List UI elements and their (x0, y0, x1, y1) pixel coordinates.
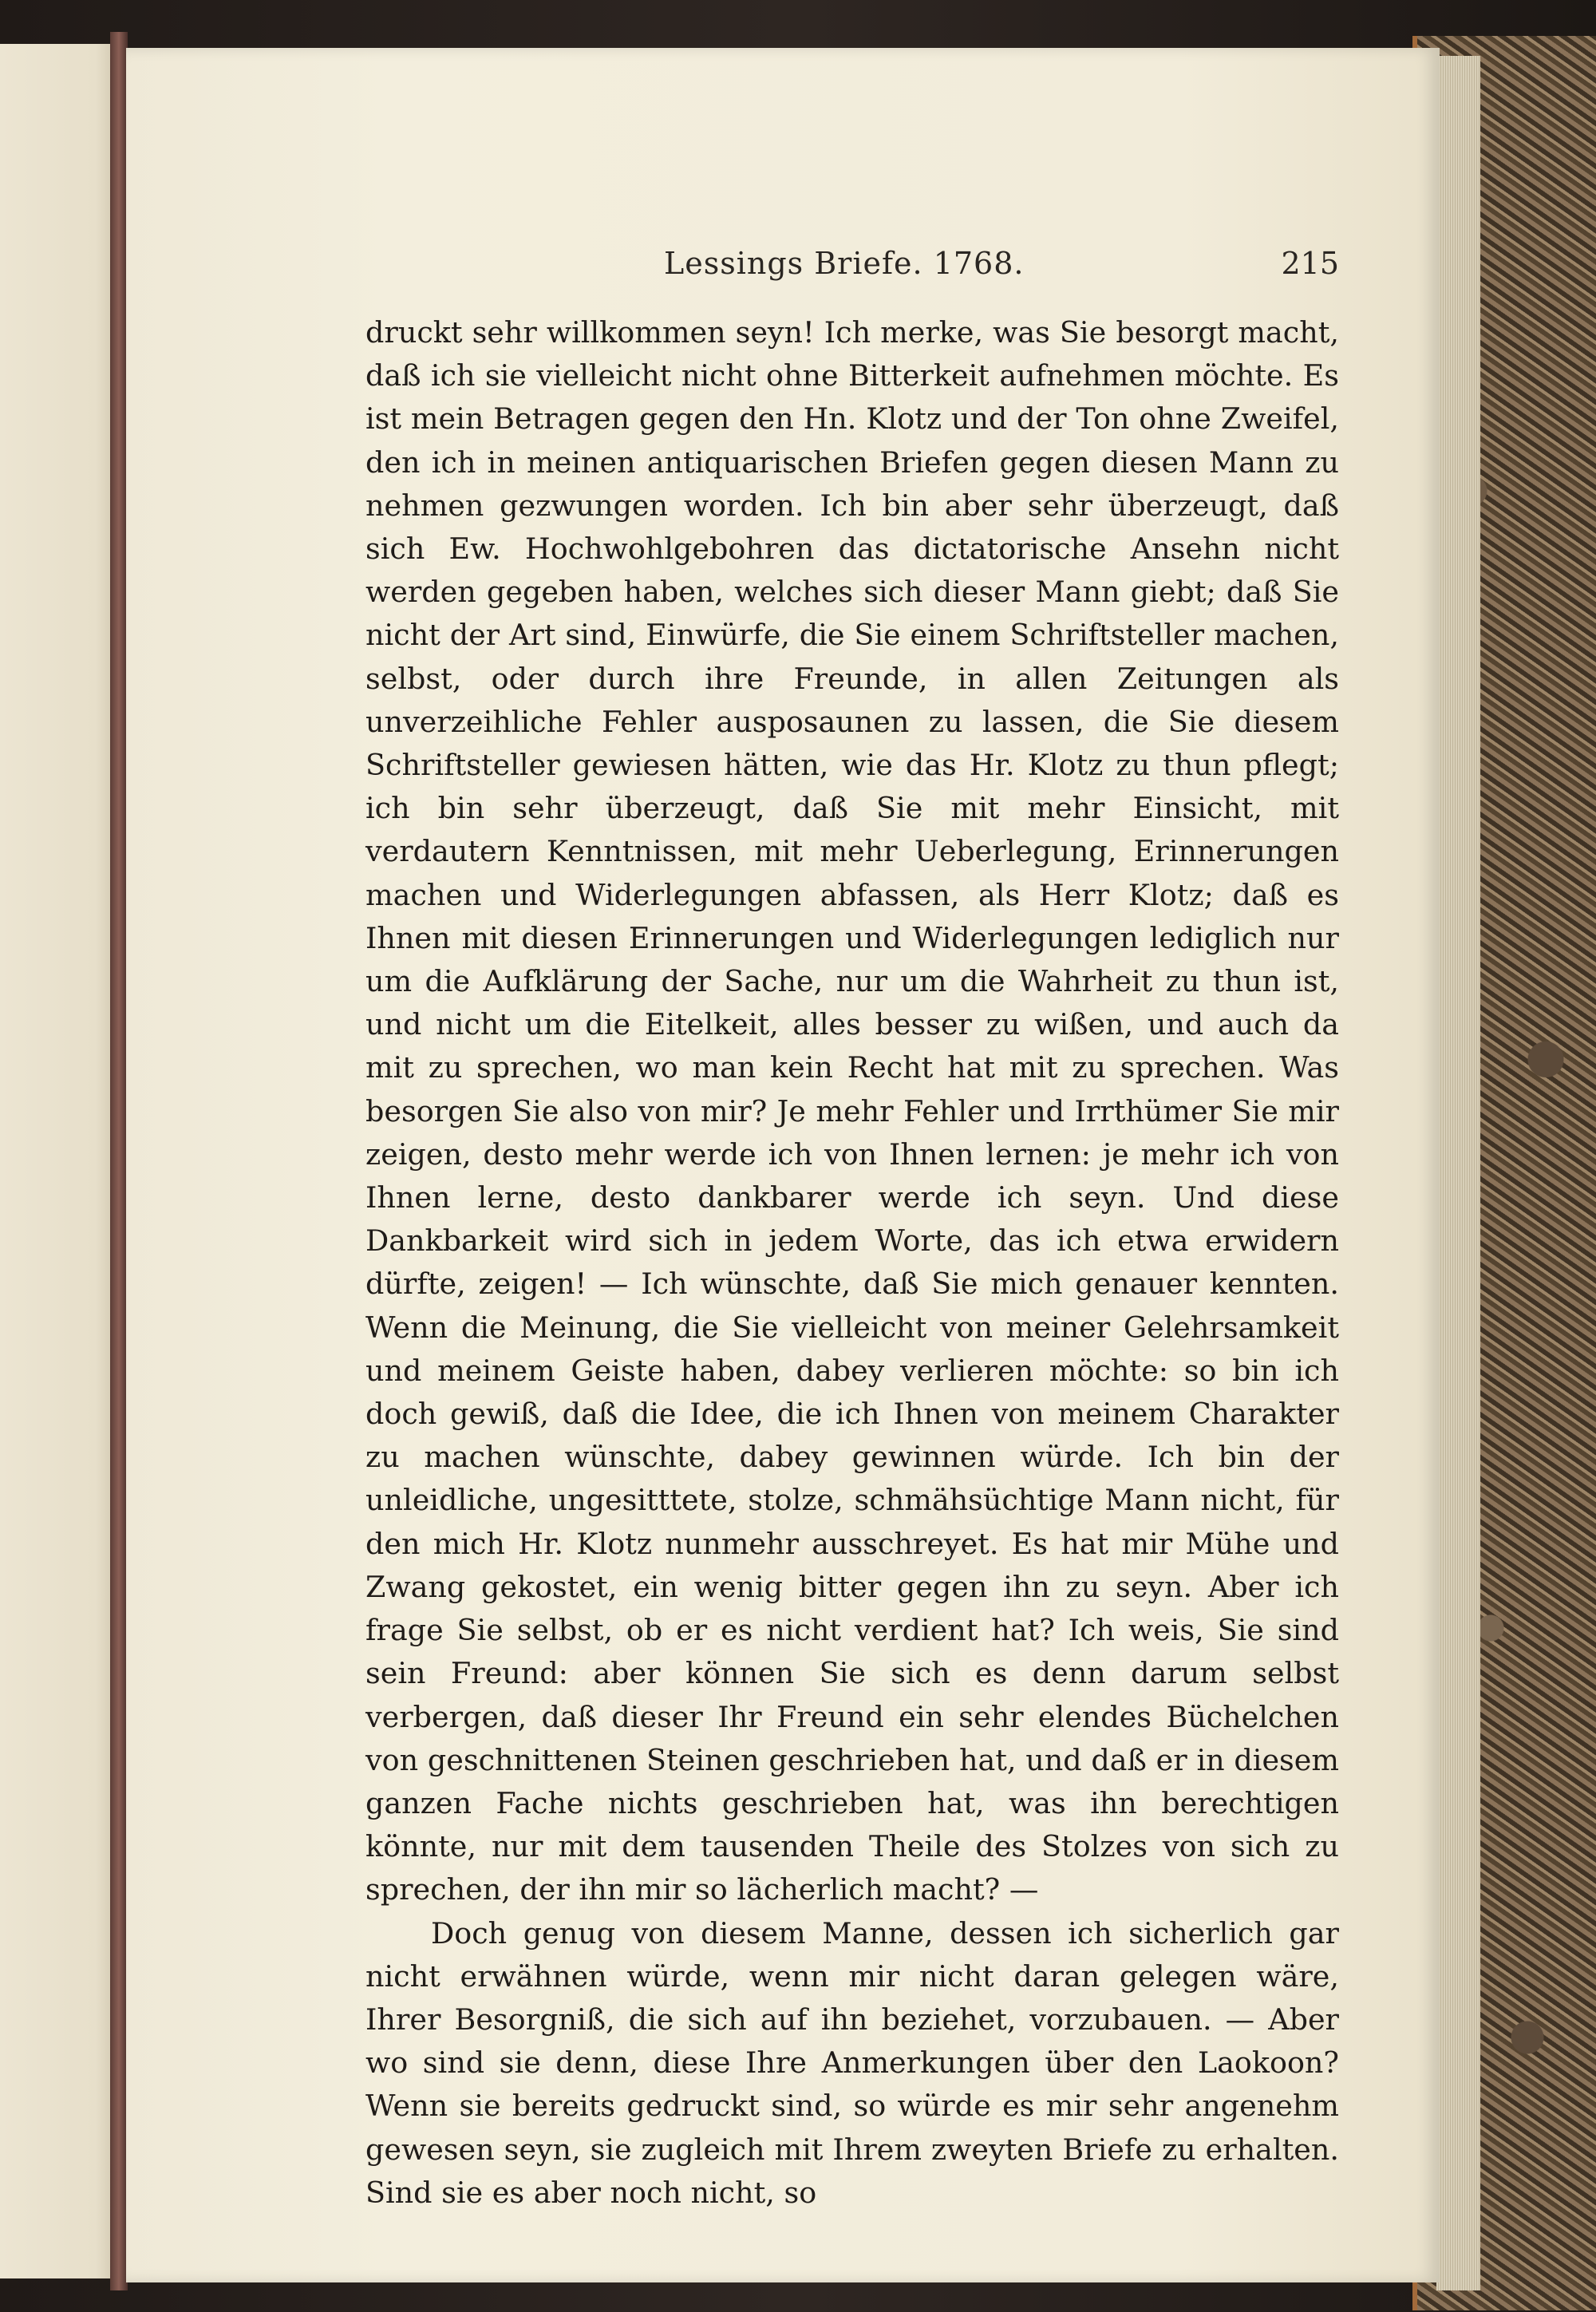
body-text (365, 311, 1339, 2215)
page-header (365, 246, 1339, 294)
book-page (126, 48, 1440, 2282)
paragraph: druckt sehr willkommen seyn! Ich merke, was Sie besorgt macht, daß ich sie vielleicht nicht ohne Bitterkeit aufnehmen möchte. Es ist mein Betragen gegen den Hn. Klotz und der Ton ohne Zweifel, den ich in meinen antiquarischen Briefen gegen diesen Mann zu nehmen gezwungen worden. Ich bin aber sehr überzeugt, daß sich Ew. Hochwohlgebohren das dictatorische Ansehn nicht werden gegeben haben, welches sich dieser Mann giebt; daß Sie nicht der Art sind, Einwürfe, die Sie einem Schriftsteller machen, selbst, oder durch ihre Freunde, in allen Zeitungen als unverzeihliche Fehler ausposaunen zu lassen, die Sie diesem Schriftsteller gewiesen hätten, wie das Hr. Klotz zu thun pflegt; ich bin sehr überzeugt, daß Sie mit mehr Einsicht, mit verdautern Kenntnissen, mit mehr Ueberlegung, Erinnerungen machen und Widerlegungen abfassen, als Herr Klotz; daß es Ihnen mit diesen Erinnerungen und Widerlegungen lediglich nur um die Aufklärung der Sache, nur um die Wahrheit zu thun ist, und nicht um die Eitelkeit, alles besser zu wißen, und auch da mit zu sprechen, wo man kein Recht hat mit zu sprechen. Was besorgen Sie also von mir? Je mehr Fehler und Irrthümer Sie mir zeigen, desto mehr werde ich von Ihnen lernen: je mehr ich von Ihnen lerne, desto dankbarer werde ich seyn. Und diese Dankbarkeit wird sich in jedem Worte, das ich etwa erwidern dürfte, zeigen! — Ich wünschte, daß Sie mich genauer kennten. Wenn die Meinung, die Sie vielleicht von meiner Gelehrsamkeit und meinem Geiste haben, dabey verlieren möchte: so bin ich doch gewiß, daß die Idee, die ich Ihnen von meinem Charakter zu machen wünschte, dabey gewinnen würde. Ich bin der unleidliche, ungesitttete, stolze, schmähsüchtige Mann nicht, für den mich Hr. Klotz nunmehr ausschreyet. Es hat mir Mühe und Zwang gekostet, ein wenig bitter gegen ihn zu seyn. Aber ich frage Sie selbst, ob er es nicht verdient hat? Ich weis, Sie sind sein Freund: aber können Sie sich es denn darum selbst verbergen, daß dieser Ihr Freund ein sehr elendes Büchelchen von geschnittenen Steinen geschrieben hat, und daß er in diesem ganzen Fache nichts geschrieben hat, was ihn berechtigen könnte, nur mit dem tausenden Theile des Stolzes von sich zu sprechen, der ihn mir so lächerlich macht? — (365, 315, 1339, 1907)
book-binding (110, 32, 128, 2290)
left-page-edge (0, 44, 121, 2278)
page-edges (1436, 56, 1480, 2290)
paragraph: Doch genug von diesem Manne, dessen ich sicherlich gar nicht erwähnen würde, wenn mir nicht daran gelegen wäre, Ihrer Besorgniß, die sich auf ihn beziehet, vorzubauen. — Aber wo sind sie denn, diese Ihre Anmerkungen über den Laokoon? Wenn sie bereits gedruckt sind, so würde es mir sehr angenehm gewesen seyn, sie zugleich mit Ihrem zweyten Briefe zu erhalten. Sind sie es aber noch nicht, so (365, 1915, 1339, 2210)
page-number: 215 (1281, 246, 1339, 281)
running-title: Lessings Briefe. 1768. (664, 246, 1025, 281)
